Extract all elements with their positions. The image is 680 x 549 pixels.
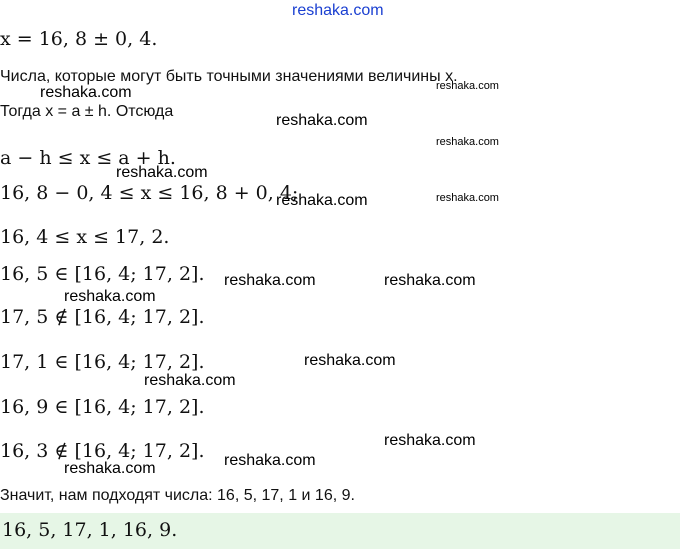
watermark: reshaka.com [384, 432, 476, 449]
check-line-17-1: 17, 1 ∈ [16, 4; 17, 2]. [0, 351, 205, 373]
watermark: reshaka.com [144, 372, 236, 389]
watermark: reshaka.com [276, 112, 368, 129]
watermark: reshaka.com [436, 192, 499, 204]
check-line-16-5: 16, 5 ∈ [16, 4; 17, 2]. [0, 263, 205, 285]
watermark: reshaka.com [40, 84, 132, 101]
watermark: reshaka.com [64, 460, 156, 477]
then-line: Тогда x = a ± h. Отсюда [0, 103, 174, 120]
watermark: reshaka.com [276, 192, 368, 209]
watermark: reshaka.com [436, 80, 499, 92]
watermark: reshaka.com [116, 164, 208, 181]
given-value-line: x = 16, 8 ± 0, 4. [0, 28, 158, 50]
inequality-substituted: 16, 8 − 0, 4 ≤ x ≤ 16, 8 + 0, 4; [0, 182, 299, 204]
conclusion-line: Значит, нам подходят числа: 16, 5, 17, 1 и 16, 9. [0, 487, 355, 504]
check-line-16-9: 16, 9 ∈ [16, 4; 17, 2]. [0, 396, 205, 418]
check-line-16-3: 16, 3 ∉ [16, 4; 17, 2]. [0, 440, 205, 462]
header-watermark: reshaka.com [292, 2, 384, 19]
watermark: reshaka.com [224, 272, 316, 289]
inequality-result: 16, 4 ≤ x ≤ 17, 2. [0, 226, 170, 248]
watermark: reshaka.com [64, 288, 156, 305]
watermark: reshaka.com [384, 272, 476, 289]
statement-line: Числа, которые могут быть точными значениями величины x. [0, 68, 458, 85]
watermark: reshaka.com [224, 452, 316, 469]
answer-text: 16, 5, 17, 1, 16, 9. [2, 519, 178, 541]
watermark: reshaka.com [304, 352, 396, 369]
check-line-17-5: 17, 5 ∉ [16, 4; 17, 2]. [0, 306, 205, 328]
answer-box [0, 513, 680, 549]
watermark: reshaka.com [436, 136, 499, 148]
inequality-general: a − h ≤ x ≤ a + h. [0, 147, 176, 169]
